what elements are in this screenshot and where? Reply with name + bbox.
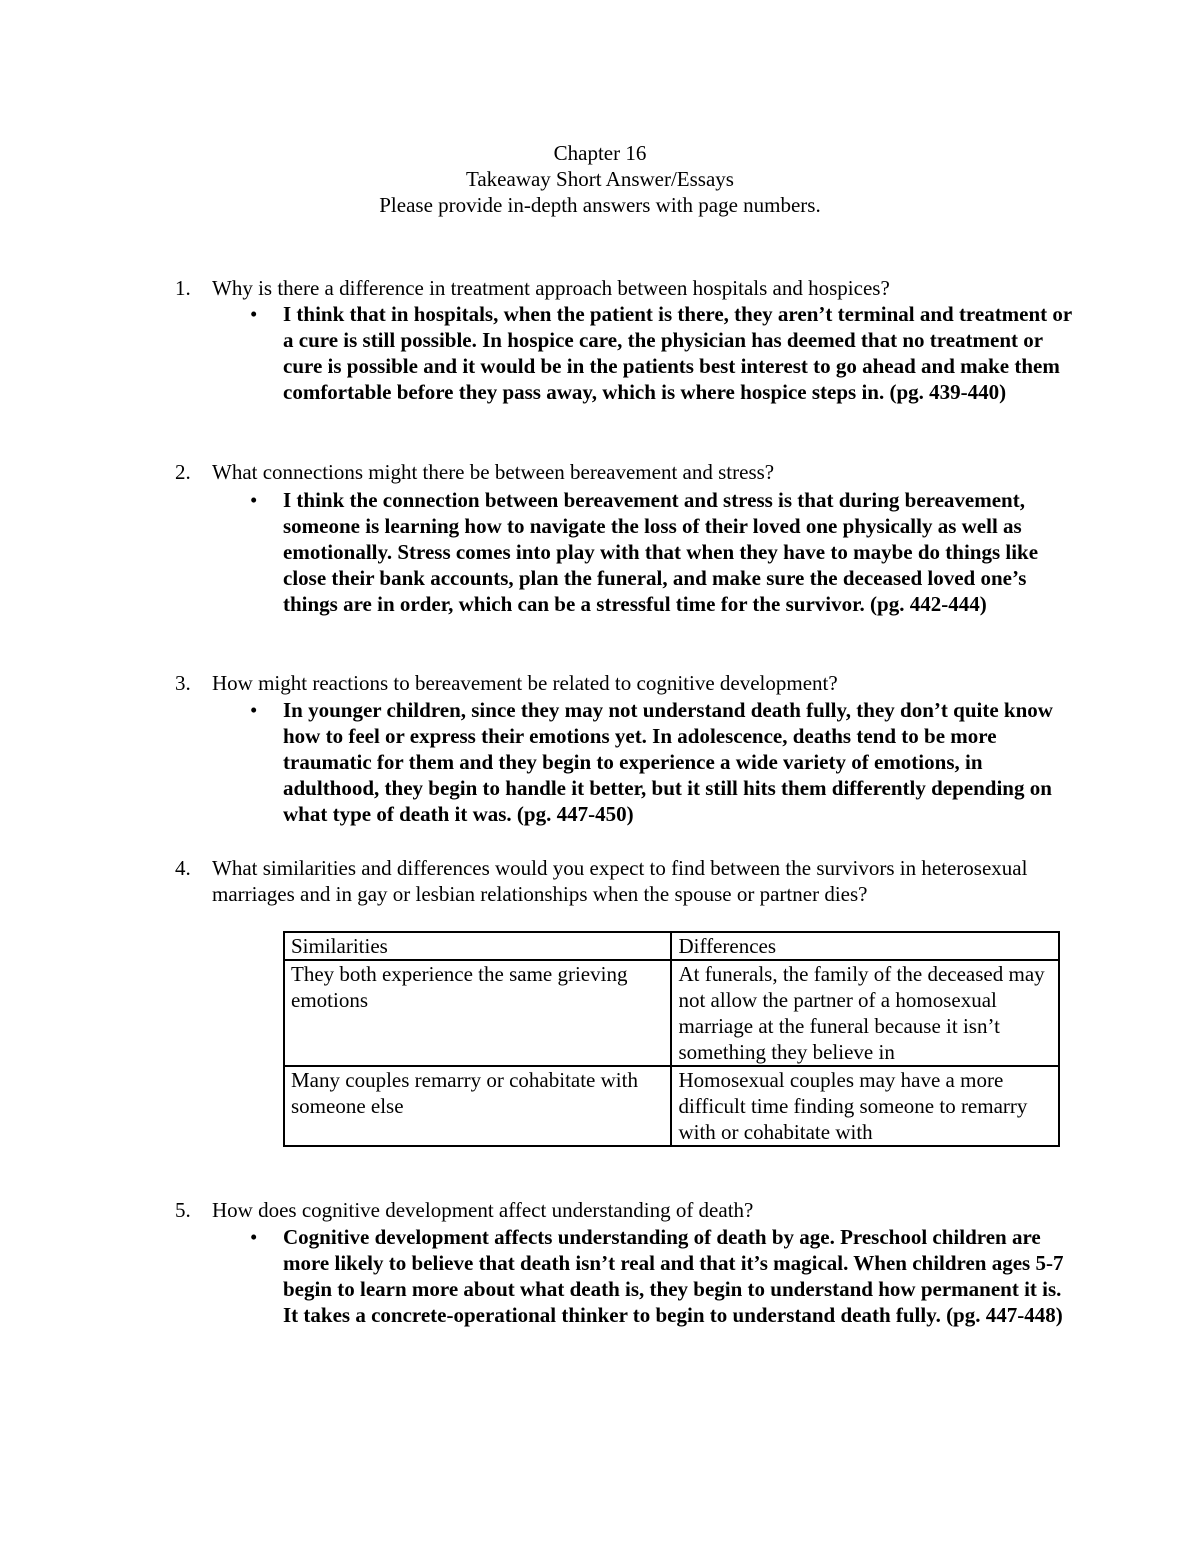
document-header (0, 140, 1200, 218)
table-cell: Homosexual couples may have a more difficult time finding someone to remarry with or cohabitate with (671, 1066, 1059, 1146)
chapter-title: Chapter 16 (553, 141, 647, 165)
answer-text: In younger children, since they may not understand death fully, they don’t quite know how to feel or express their emotions yet. In adolescence, deaths tend to be more traumatic for them and they begin to experience a wide variety of emotions, in adulthood, they begin to handle it better, but it still hits them differently depending on what type of death it was. (pg. 447-450) (283, 698, 1053, 826)
table-row (284, 1066, 1059, 1146)
question-text: What connections might there be between bereavement and stress? (212, 460, 775, 484)
table-header-row (284, 932, 1059, 960)
question-number: 5. (175, 1198, 191, 1222)
bullet-icon: • (250, 302, 258, 326)
question-number: 2. (175, 460, 191, 484)
table-header-cell: Differences (671, 932, 1059, 960)
answer-text: I think that in hospitals, when the patient is there, they aren’t terminal and treatment or a cure is still possible. In hospice care, the physician has deemed that no treatment or cure is possible and it would be in the patients best interest to go ahead and make them comfortable before they pass away, which is where hospice steps in. (pg. 439-440) (283, 302, 1072, 404)
answer-text: I think the connection between bereavement and stress is that during bereavement, someone is learning how to navigate the loss of their loved one physically as well as emotionally. Stress comes into play with that when they have to maybe do things like close their bank accounts, plan the funeral, and make sure the deceased loved one’s things are in order, which can be a stressful time for the survivor. (pg. 442-444) (283, 488, 1039, 616)
answer-text: Cognitive development affects understanding of death by age. Preschool children are more likely to believe that death isn’t real and that it’s magical. When children ages 5-7 begin to learn more about what death is, they begin to understand how permanent it is. It takes a concrete-operational thinker to begin to understand death fully. (pg. 447-448) (283, 1225, 1064, 1327)
question-text: How might reactions to bereavement be related to cognitive development? (212, 671, 838, 695)
question-text: What similarities and differences would you expect to find between the survivors in heterosexual marriages and in gay or lesbian relationships when the spouse or partner dies? (212, 856, 1028, 906)
bullet-icon: • (250, 488, 258, 512)
question-text: Why is there a difference in treatment approach between hospitals and hospices? (212, 276, 890, 300)
table-cell: They both experience the same grieving emotions (284, 960, 671, 1066)
question-number: 3. (175, 671, 191, 695)
comparison-table (283, 931, 1060, 1147)
table-header-cell: Similarities (284, 932, 671, 960)
table-cell: At funerals, the family of the deceased may not allow the partner of a homosexual marriage at the funeral because it isn’t something they believe in (671, 960, 1059, 1066)
assignment-title: Takeaway Short Answer/Essays (466, 167, 734, 191)
table-row (284, 960, 1059, 1066)
table-cell: Many couples remarry or cohabitate with someone else (284, 1066, 671, 1146)
instructions: Please provide in-depth answers with page numbers. (379, 193, 821, 217)
question-text: How does cognitive development affect understanding of death? (212, 1198, 754, 1222)
bullet-icon: • (250, 1225, 258, 1249)
question-number: 1. (175, 276, 191, 300)
bullet-icon: • (250, 698, 258, 722)
question-number: 4. (175, 856, 191, 880)
